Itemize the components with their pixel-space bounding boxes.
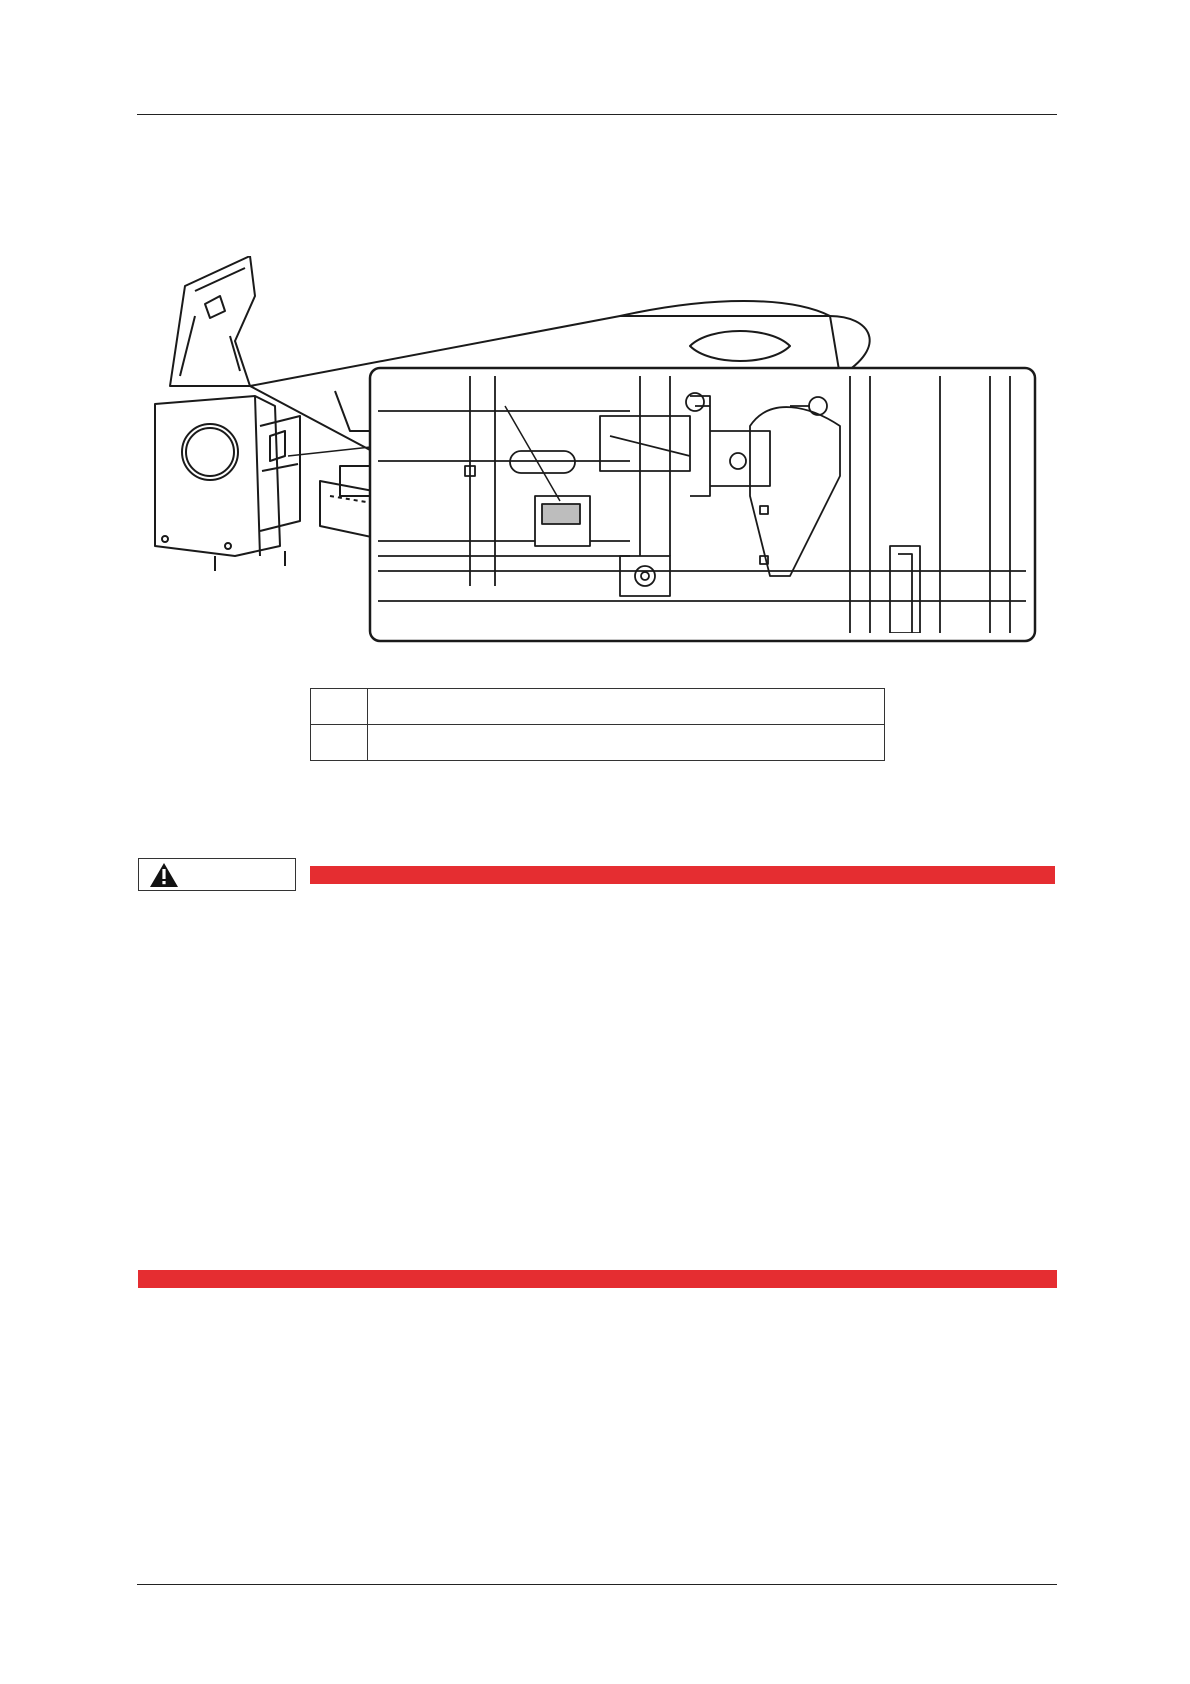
legend-description — [368, 725, 885, 761]
legend-description — [368, 689, 885, 725]
legend-row — [311, 725, 885, 761]
caution-end-band — [138, 1270, 1057, 1288]
open-cover-drawing — [170, 256, 255, 386]
footer-rule — [137, 1584, 1057, 1585]
caution-band — [310, 866, 1055, 884]
legend-row — [311, 689, 885, 725]
legend-number — [311, 689, 368, 725]
caution-label-box — [138, 858, 296, 891]
legend-number — [311, 725, 368, 761]
detail-inset — [370, 368, 1035, 641]
legend-table — [310, 688, 885, 761]
printer-illustration — [150, 256, 1050, 646]
side-housing-drawing — [155, 396, 300, 571]
warning-triangle-icon — [149, 862, 179, 888]
header-rule — [137, 114, 1057, 115]
